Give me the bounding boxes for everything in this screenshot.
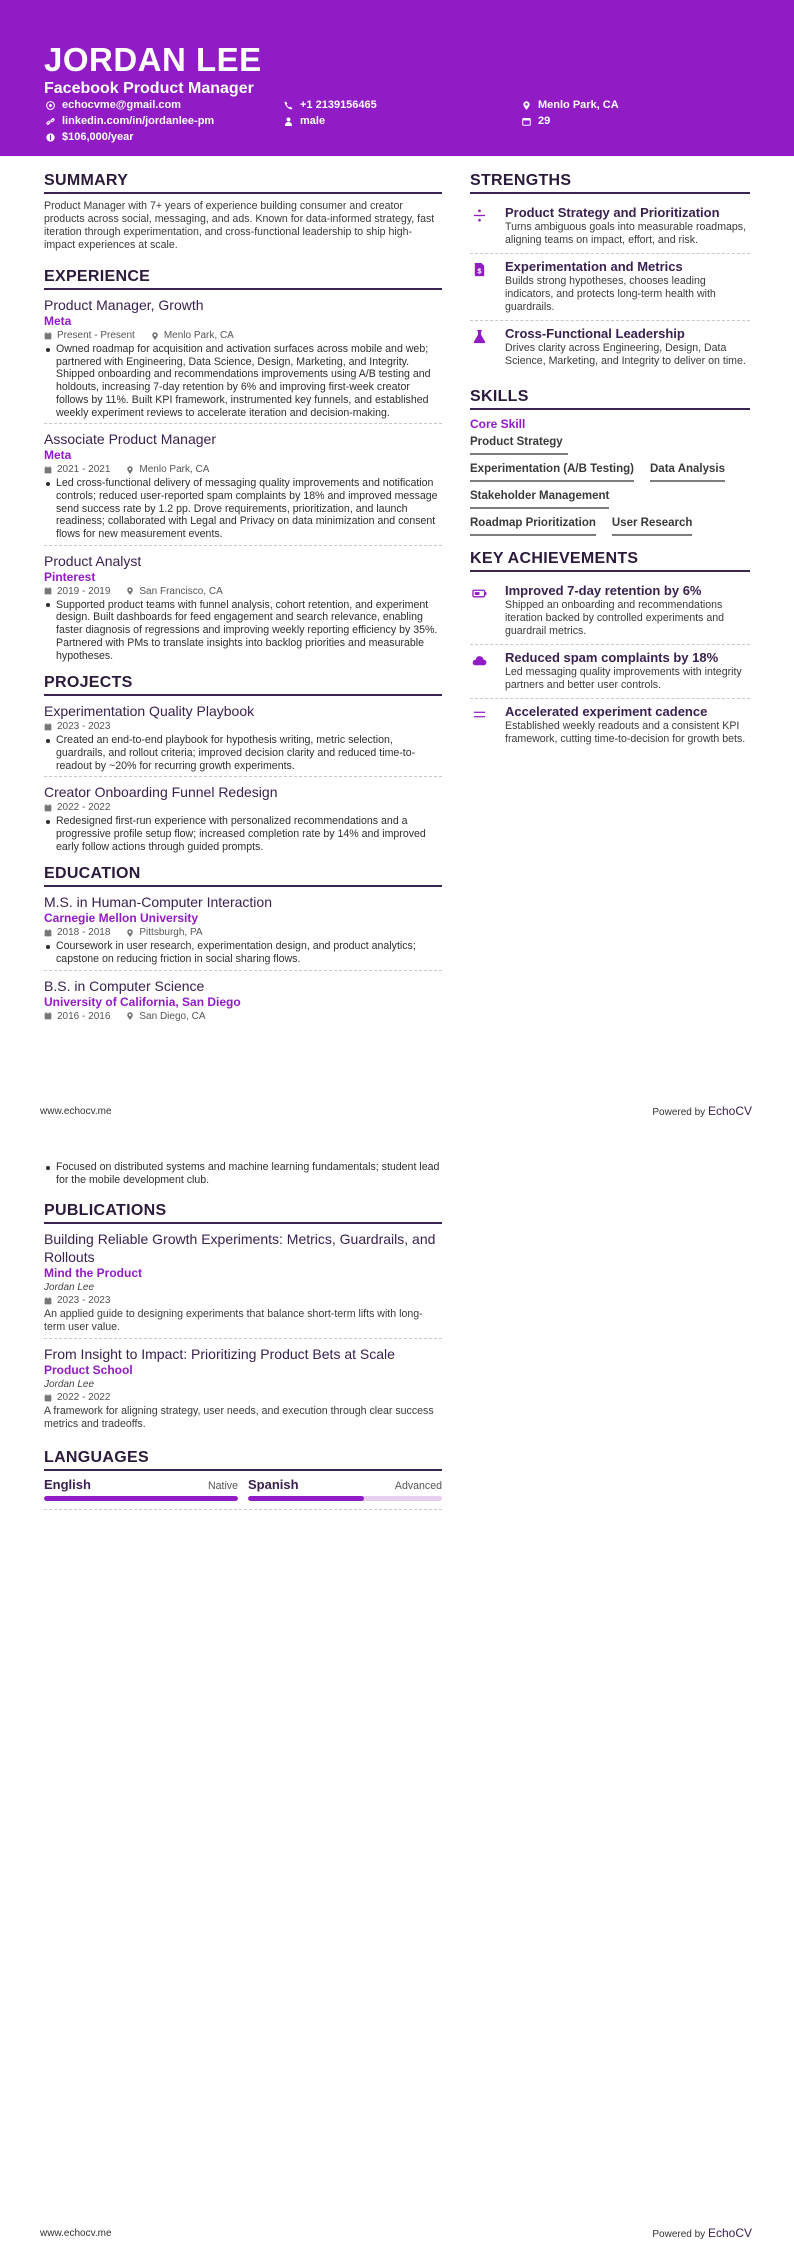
languages-title: LANGUAGES: [44, 1449, 442, 1471]
entry-dates: 2023 - 2023: [57, 1295, 111, 1307]
date-location-row: [44, 463, 442, 476]
publication-entry: [44, 1345, 442, 1435]
footer-site[interactable]: www.echocv.me: [40, 1105, 112, 1117]
entry-organization: Carnegie Mellon University: [44, 911, 199, 926]
strengths-description: Builds strong hypotheses, chooses leading indicators, and protects long-term health with guardrails.: [505, 275, 716, 313]
bullet-item: Led cross-functional delivery of messaging quality improvements and notification controls; reduced user-reported spam complaints by 18% and improved message send success rate by 1.2 pp. Drove requirements, prioritization, and launch readiness; collaborated with Legal and Privacy on data minimization and consent flows for new measurement events.: [44, 477, 442, 541]
languages-list: [44, 1477, 442, 1510]
strengths-title: Experimentation and Metrics: [505, 259, 683, 274]
contact-gender: male: [284, 115, 325, 127]
calendar-icon: [44, 1394, 52, 1402]
language-item: [248, 1477, 442, 1501]
strengths-body: [505, 325, 750, 368]
projects-entry: [44, 702, 442, 777]
calendar-icon: [522, 117, 531, 126]
experience-list: [44, 296, 442, 666]
projects-list: [44, 702, 442, 857]
bullet-item: Focused on distributed systems and machine learning fundamentals; student lead for the mobile development club.: [44, 1161, 442, 1186]
skill-tag: Product Strategy: [470, 432, 568, 455]
skill-tag: Experimentation (A/B Testing): [470, 459, 634, 482]
publication-publisher: Mind the Product: [44, 1266, 142, 1281]
contact-age: 29: [522, 115, 550, 127]
strengths-description: Turns ambiguous goals into measurable roadmaps, aligning teams on impact, effort, and risk.: [505, 221, 747, 246]
experience-title: EXPERIENCE: [44, 268, 442, 290]
strengths-list: [470, 200, 750, 374]
entry-title: B.S. in Computer Science: [44, 977, 205, 994]
strengths-body: [505, 258, 750, 314]
entry-dates: 2021 - 2021: [57, 464, 111, 476]
publication-title: From Insight to Impact: Prioritizing Product Bets at Scale: [44, 1346, 395, 1363]
education-list: [44, 893, 442, 1026]
date-location-row: [44, 1294, 442, 1307]
entry-dates: Present - Present: [57, 330, 135, 341]
strengths-description: Drives clarity across Engineering, Design, Data Science, Marketing, and Integrity to deliver on time.: [505, 342, 746, 367]
skills-list: [470, 432, 750, 540]
calendar-icon: [44, 332, 52, 340]
skill-tag: Roadmap Prioritization: [470, 513, 596, 536]
calendar-icon: [44, 466, 52, 474]
entry-location-text: San Diego, CA: [139, 1010, 206, 1022]
entry-bullets: [44, 734, 442, 772]
entry-bullets: [44, 343, 442, 419]
entry-bullets: [44, 815, 442, 853]
entry-title: Product Manager, Growth: [44, 297, 204, 313]
entry-organization: Meta: [44, 314, 72, 328]
language-proficiency-fill: [248, 1496, 364, 1501]
map-pin-icon: [522, 101, 531, 110]
skill-tag: Data Analysis: [650, 459, 725, 482]
candidate-name: JORDAN LEE: [44, 41, 262, 78]
publication-publisher: Product School: [44, 1363, 133, 1378]
calendar-icon: [44, 804, 52, 812]
user-icon: [284, 117, 293, 126]
publication-entry: [44, 1230, 442, 1339]
equals-icon: [470, 703, 488, 746]
entry-location-text: Pittsburgh, PA: [139, 927, 203, 939]
map-pin-icon: [151, 332, 159, 340]
achievements-body: [505, 582, 750, 638]
map-pin-icon: [126, 1012, 134, 1020]
date-location-row: [44, 801, 442, 814]
entry-dates: 2023 - 2023: [57, 721, 111, 733]
achievements-description: Led messaging quality improvements with integrity partners and better user controls.: [505, 666, 742, 691]
calendar-icon: [44, 1012, 52, 1020]
entry-dates: 2019 - 2019: [57, 585, 111, 597]
entry-dates: 2016 - 2016: [57, 1010, 111, 1022]
language-proficiency-bar: [248, 1496, 442, 1501]
entry-location: [126, 463, 209, 476]
education-entry: [44, 893, 442, 970]
skill-tag: Stakeholder Management: [470, 486, 609, 509]
strengths-item: [470, 254, 750, 321]
entry-dates: 2022 - 2022: [57, 802, 111, 814]
contact-email[interactable]: echocvme@gmail.com: [46, 99, 181, 111]
at-icon: [46, 101, 55, 110]
file-dollar-icon: [470, 258, 488, 314]
achievements-body: [505, 649, 750, 692]
entry-bullets: [44, 477, 442, 541]
date-location-row: [44, 1010, 442, 1023]
entry-title: Creator Onboarding Funnel Redesign: [44, 784, 278, 801]
cloud-icon: [470, 649, 488, 692]
strengths-title: Product Strategy and Prioritization: [505, 205, 720, 220]
entry-location-text: Menlo Park, CA: [139, 464, 210, 476]
projects-title: PROJECTS: [44, 674, 442, 696]
footer-powered: Powered by EchoCV: [652, 2226, 752, 2240]
entry-location-text: Menlo Park, CA: [163, 330, 234, 341]
language-level: Native: [207, 1480, 238, 1493]
entry-bullets: [44, 599, 442, 663]
publication-author: Jordan Lee: [44, 1282, 95, 1294]
date-location-row: [44, 585, 442, 598]
strengths-body: [505, 204, 750, 247]
entry-dates: 2022 - 2022: [57, 1392, 111, 1404]
calendar-icon: [44, 587, 52, 595]
publication-description: A framework for aligning strategy, user needs, and execution through clear success metrics and tradeoffs.: [44, 1405, 434, 1431]
achievements-title: Reduced spam complaints by 18%: [505, 650, 719, 665]
publications-list: [44, 1230, 442, 1435]
map-pin-icon: [126, 929, 134, 937]
page-2-left-column: [44, 1160, 442, 1510]
language-name: Spanish: [248, 1477, 299, 1493]
strengths-title: Cross-Functional Leadership: [505, 326, 685, 341]
entry-title: Product Analyst: [44, 552, 142, 569]
entry-organization: University of California, San Diego: [44, 994, 241, 1009]
publication-description: An applied guide to designing experiments that balance short-term lifts with long-term user value.: [44, 1308, 423, 1334]
achievements-title: Improved 7-day retention by 6%: [505, 583, 702, 598]
education-continued: [44, 1161, 442, 1186]
publications-title: PUBLICATIONS: [44, 1202, 442, 1224]
summary-text: Product Manager with 7+ years of experience building consumer and creator products across social, messaging, and ads. Known for data-informed strategy, fast iteration through experimentation, and cross-functional leadership to ship high-impact experiences at scale.: [44, 200, 435, 251]
calendar-icon: [44, 929, 52, 937]
echocv-logo[interactable]: EchoCV: [707, 1104, 752, 1118]
date-location-row: [44, 329, 442, 342]
achievements-description: Shipped an onboarding and recommendations iteration backed by controlled experiments and guardrail metrics.: [505, 599, 725, 637]
bullet-item: Coursework in user research, experimentation design, and product analytics; capstone on reducing friction in social sharing flows.: [44, 940, 442, 965]
coin-icon: [46, 133, 55, 142]
publication-author: Jordan Lee: [44, 1379, 95, 1391]
entry-dates: 2018 - 2018: [57, 927, 111, 939]
skills-title: SKILLS: [470, 388, 750, 410]
summary-title: SUMMARY: [44, 172, 442, 194]
bullet-item: Supported product teams with funnel analysis, cohort retention, and experiment design. Built dashboards for feed engagement and search relevance, enabling faster diagnosis of regressions and improving weekly reporting efficiency by 35%. Partnered with PMs to translate insights into backlog priorities and measurable hypotheses.: [44, 599, 442, 663]
experience-entry: [44, 430, 442, 546]
achievements-body: [505, 703, 750, 746]
achievements-title: Accelerated experiment cadence: [505, 704, 708, 719]
date-location-row: [44, 1391, 442, 1404]
achievements-item: [470, 578, 750, 645]
strengths-title: STRENGTHS: [470, 172, 750, 194]
phone-icon: [284, 101, 293, 110]
strengths-item: [470, 321, 750, 374]
entry-location-text: San Francisco, CA: [139, 585, 223, 597]
calendar-icon: [44, 1297, 52, 1305]
strengths-item: [470, 200, 750, 254]
language-item: [44, 1477, 238, 1501]
skill-group-label: Core Skill: [470, 417, 526, 431]
calendar-icon: [44, 723, 52, 731]
achievements-list: [470, 578, 750, 752]
entry-title: Associate Product Manager: [44, 431, 216, 448]
entry-location: [126, 585, 222, 598]
contact-salary: $106,000/year: [46, 131, 134, 143]
publication-title: Building Reliable Growth Experiments: Metrics, Guardrails, and Rollouts: [44, 1231, 436, 1266]
language-header: [248, 1477, 442, 1492]
achievements-description: Established weekly readouts and a consistent KPI framework, cutting time-to-decision for growth bets.: [505, 720, 746, 745]
education-entry: [44, 977, 442, 1027]
candidate-role: Facebook Product Manager: [44, 80, 254, 97]
entry-title: Experimentation Quality Playbook: [44, 703, 255, 720]
skill-tag: User Research: [612, 513, 693, 536]
experience-entry: [44, 296, 442, 424]
echocv-logo[interactable]: EchoCV: [707, 2226, 752, 2240]
date-location-row: [44, 926, 442, 939]
education-title: EDUCATION: [44, 865, 442, 887]
achievements-item: [470, 699, 750, 752]
page-footer-2: [40, 2226, 752, 2240]
bullet-item: Redesigned first-run experience with personalized recommendations and a progressive profile setup flow; increased completion rate by 14% and improved early follow actions through guided prompts.: [44, 815, 442, 853]
achievements-item: [470, 645, 750, 699]
flask-icon: [470, 325, 488, 368]
map-pin-icon: [126, 587, 134, 595]
battery-icon: [470, 582, 488, 638]
projects-entry: [44, 783, 442, 857]
map-pin-icon: [126, 466, 134, 474]
link-icon: [46, 117, 55, 126]
date-location-row: [44, 720, 442, 733]
entry-location: [151, 329, 234, 342]
entry-location: [126, 926, 202, 939]
entry-title: M.S. in Human-Computer Interaction: [44, 894, 272, 911]
bullet-item: Created an end-to-end playbook for hypothesis writing, metric selection, guardrails, and rollout criteria; improved decision clarity and reduced time-to-readout by ~20% for recurring growth experiments.: [44, 734, 442, 772]
contact-location: Menlo Park, CA: [522, 99, 619, 111]
svg-text:$: $: [476, 266, 482, 276]
bullet-item: Owned roadmap for acquisition and activation surfaces across mobile and web; partnered with Engineering, Data Science, Design, Marketing, and Integrity. Shipped onboarding and recommendations improvements using A/B testing and holdouts, increasing 7-day retention by 6% and improving first-week creator follows by 11%. Built KPI framework, instrumented key funnels, and established weekly experiment reviews to accelerate iteration and decision-making.: [44, 343, 442, 419]
contact-linkedin[interactable]: linkedin.com/in/jordanlee-pm: [46, 115, 214, 127]
entry-organization: Pinterest: [44, 569, 96, 584]
achievements-title: KEY ACHIEVEMENTS: [470, 550, 750, 572]
divide-icon: [470, 204, 488, 247]
left-column: [44, 172, 442, 1033]
entry-location: [126, 1010, 205, 1023]
page-footer-1: [40, 1104, 752, 1118]
language-proficiency-fill: [44, 1496, 238, 1501]
language-proficiency-bar: [44, 1496, 238, 1501]
entry-organization: Meta: [44, 448, 72, 463]
entry-bullets: [44, 940, 442, 965]
language-level: Advanced: [394, 1480, 442, 1493]
experience-entry: [44, 552, 442, 667]
language-name: English: [44, 1477, 91, 1493]
contact-phone[interactable]: +1 2139156465: [284, 99, 377, 111]
footer-powered: Powered by EchoCV: [652, 1104, 752, 1118]
right-column: [470, 172, 750, 752]
language-header: [44, 1477, 238, 1492]
footer-site[interactable]: www.echocv.me: [40, 2227, 112, 2239]
